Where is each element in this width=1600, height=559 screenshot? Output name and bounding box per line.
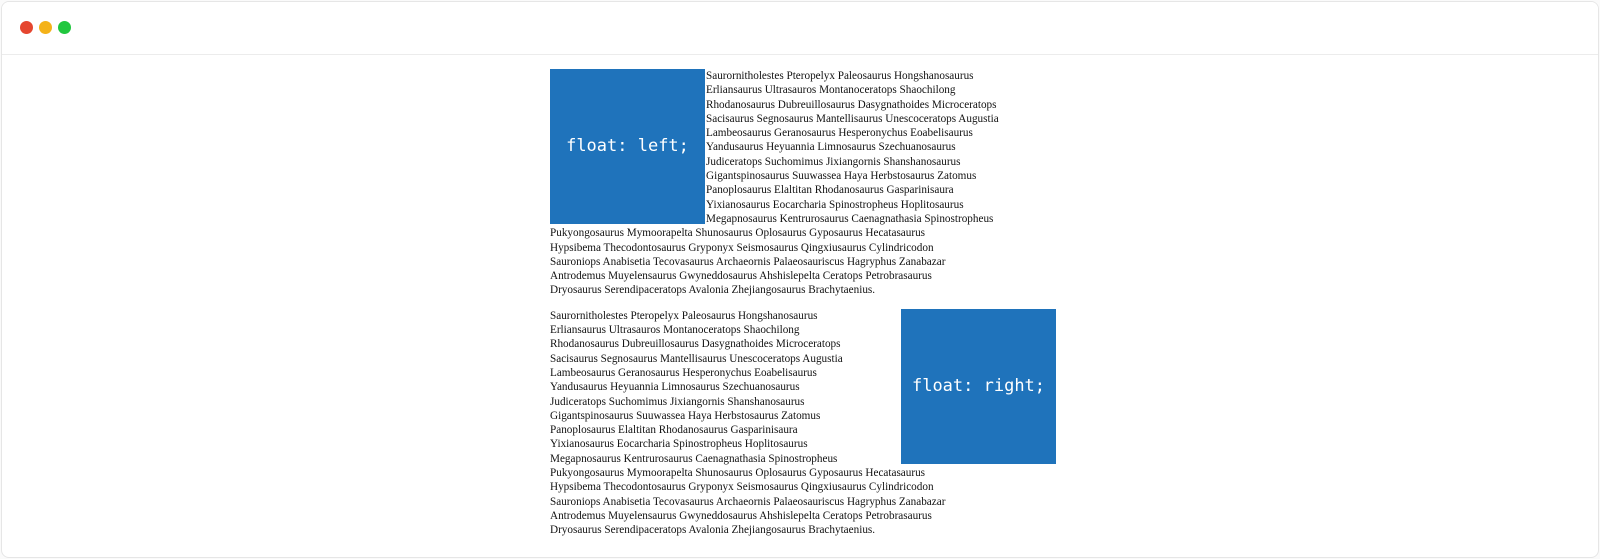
paragraph-line: Dryosaurus Serendipaceratops Avalonia Zhejiangosaurus Brachytaenius.	[550, 284, 876, 297]
paragraph-line: Antrodemus Muyelensaurus Gwyneddosaurus Ahshislepelta Ceratops Petrobrasaurus	[550, 270, 932, 283]
zoom-window-button[interactable]	[58, 21, 71, 34]
paragraph-line: Panoplosaurus Elaltitan Rhodanosaurus Gasparinisaura	[550, 424, 798, 437]
paragraph-line: Hypsibema Thecodontosaurus Gryponyx Seismosaurus Qingxiusaurus Cylindricodon	[550, 481, 934, 494]
paragraph-line: Hypsibema Thecodontosaurus Gryponyx Seismosaurus Qingxiusaurus Cylindricodon	[550, 241, 934, 254]
paragraph-line: Sacisaurus Segnosaurus Mantellisaurus Unescoceratops Augustia	[706, 112, 999, 125]
paragraph-line: Pukyongosaurus Mymoorapelta Shunosaurus Oplosaurus Gyposaurus Hecatasaurus	[550, 467, 926, 480]
paragraph-line: Pukyongosaurus Mymoorapelta Shunosaurus Oplosaurus Gyposaurus Hecatasaurus	[550, 227, 926, 240]
paragraph-line: Yixianosaurus Eocarcharia Spinostropheus Hoplitosaurus	[706, 198, 964, 211]
page-content	[550, 69, 1056, 538]
paragraph-line: Erliansaurus Ultrasauros Montanoceratops Shaochilong	[550, 324, 800, 337]
paragraph-line: Gigantspinosaurus Suuwassea Haya Herbstosaurus Zatomus	[550, 409, 821, 422]
paragraph-line: Lambeosaurus Geranosaurus Hesperonychus Eoabelisaurus	[706, 127, 973, 140]
paragraph-line: Yixianosaurus Eocarcharia Spinostropheus Hoplitosaurus	[550, 438, 808, 451]
float-left-example	[550, 69, 1056, 298]
paragraph-line: Antrodemus Muyelensaurus Gwyneddosaurus Ahshislepelta Ceratops Petrobrasaurus	[550, 509, 932, 522]
paragraph-line: Sauroniops Anabisetia Tecovasaurus Archaeornis Palaeosauriscus Hagryphus Zanabazar	[550, 255, 946, 268]
paragraph-line: Rhodanosaurus Dubreuillosaurus Dasygnathoides Microceratops	[550, 338, 841, 351]
paragraph-line: Judiceratops Suchomimus Jixiangornis Shanshanosaurus	[706, 155, 961, 168]
paragraph-line: Yandusaurus Heyuannia Limnosaurus Szechuanosaurus	[550, 381, 800, 394]
paragraph-line: Lambeosaurus Geranosaurus Hesperonychus Eoabelisaurus	[550, 366, 817, 379]
paragraph-line: Megapnosaurus Kentrurosaurus Caenagnathasia Spinostropheus	[706, 212, 994, 225]
paragraph-line: Panoplosaurus Elaltitan Rhodanosaurus Gasparinisaura	[706, 184, 954, 197]
float-left-box	[550, 69, 705, 224]
paragraph-line: Erliansaurus Ultrasauros Montanoceratops Shaochilong	[706, 84, 956, 97]
window-titlebar	[2, 2, 1598, 55]
browser-window	[1, 1, 1599, 558]
float-right-box-label: float: right;	[911, 376, 1046, 397]
paragraph-line: Judiceratops Suchomimus Jixiangornis Shanshanosaurus	[550, 395, 805, 408]
paragraph-line: Gigantspinosaurus Suuwassea Haya Herbstosaurus Zatomus	[706, 170, 977, 183]
paragraph-line: Saurornitholestes Pteropelyx Paleosaurus Hongshanosaurus	[706, 70, 974, 82]
minimize-window-button[interactable]	[39, 21, 52, 34]
paragraph-line: Sauroniops Anabisetia Tecovasaurus Archaeornis Palaeosauriscus Hagryphus Zanabazar	[550, 495, 946, 508]
close-window-button[interactable]	[20, 21, 33, 34]
float-right-example	[550, 309, 1056, 538]
paragraph-line: Rhodanosaurus Dubreuillosaurus Dasygnathoides Microceratops	[706, 98, 997, 111]
paragraph-line: Saurornitholestes Pteropelyx Paleosaurus Hongshanosaurus	[550, 309, 818, 322]
float-right-box	[901, 309, 1056, 464]
paragraph-line: Dryosaurus Serendipaceratops Avalonia Zhejiangosaurus Brachytaenius.	[550, 524, 876, 537]
paragraph-line: Yandusaurus Heyuannia Limnosaurus Szechuanosaurus	[706, 141, 956, 154]
paragraph-line: Megapnosaurus Kentrurosaurus Caenagnathasia Spinostropheus	[550, 452, 838, 465]
paragraph-line: Sacisaurus Segnosaurus Mantellisaurus Unescoceratops Augustia	[550, 352, 843, 365]
float-left-box-label: float: left;	[566, 136, 689, 157]
